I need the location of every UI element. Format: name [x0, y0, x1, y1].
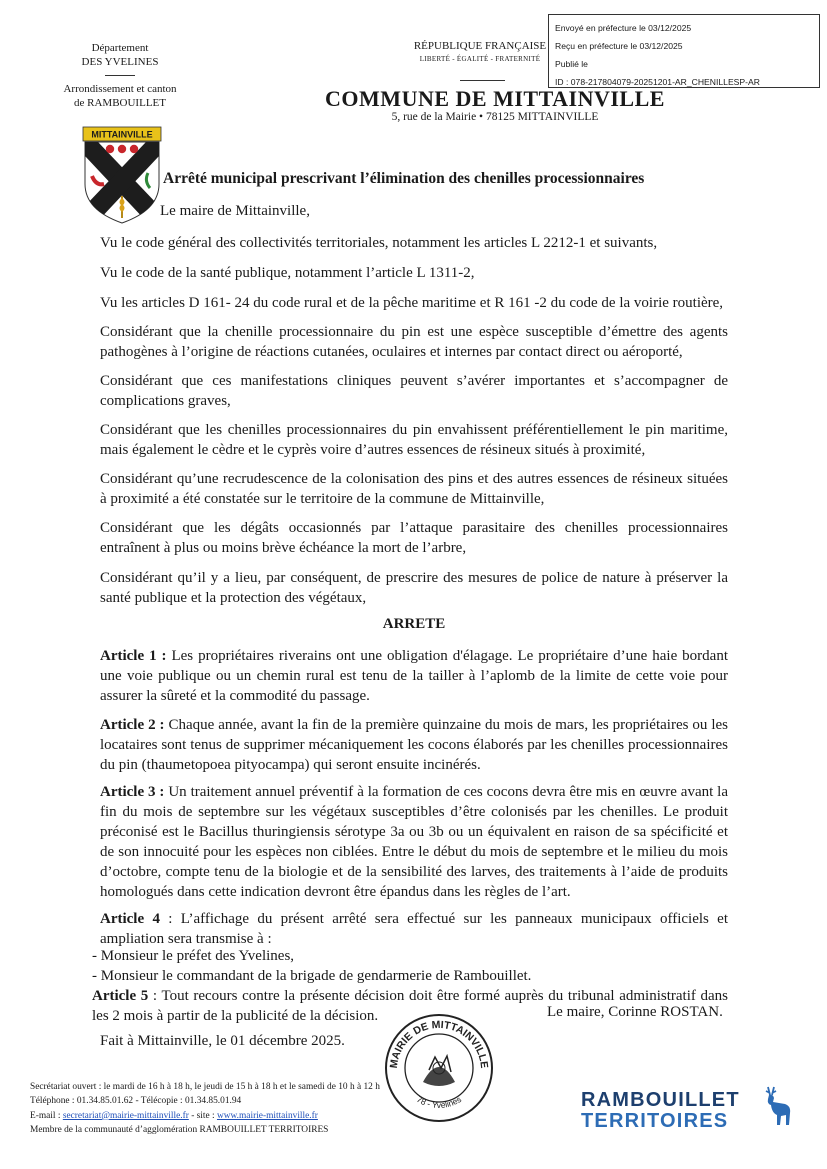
considerant-paragraph: Considérant que la chenille processionnaire du pin est une espèce susceptible d’émettre des agents pathogènes à l’origine de réactions cutanées, oculaires et internes par contact direct ou aéroporté, — [100, 324, 728, 360]
article-text: Chaque année, avant la fin de la première quinzaine du mois de mars, les propriétaires ou les locataires sont tenus de supprimer mécaniquement les cocons élaborés par les chenilles processionnaires du pin (thaumetopoea pityocampa) qui seront ensuite incinérés. — [100, 717, 728, 773]
article-1 — [100, 646, 728, 706]
commune-address: 5, rue de la Mairie • 78125 MITTAINVILLE — [391, 111, 599, 123]
email-label: E-mail : — [30, 1110, 63, 1121]
considerant-paragraph: Considérant qu’une recrudescence de la colonisation des pins et des autres essences de résineux situées à proximité a été constatée sur le territoire de la commune de Mittainville, — [100, 471, 728, 507]
footer-phone: Téléphone : 01.34.85.01.62 - Télécopie : 01.34.85.01.94 — [30, 1096, 242, 1107]
footer-membership: Membre de la communauté d’agglomération RAMBOUILLET TERRITOIRES — [30, 1125, 329, 1136]
article-3 — [100, 782, 728, 902]
department-block — [60, 41, 180, 110]
svg-text:78 - Yvelines — [415, 1094, 463, 1110]
seal-bottom-text: 78 - Yvelines — [414, 1094, 464, 1111]
svg-text:MAIRIE DE MITTAINVILLE — [388, 1019, 490, 1069]
intro: Le maire de Mittainville, — [160, 203, 310, 219]
recipients-list — [92, 946, 732, 986]
visa-paragraph: Vu le code de la santé publique, notamment l’article L 1311-2, — [100, 265, 475, 281]
recipient-item: - Monsieur le commandant de la brigade de gendarmerie de Rambouillet. — [92, 968, 532, 984]
republic-block — [400, 40, 560, 63]
visa-paragraph: Vu le code général des collectivités territoriales, notamment les articles L 2212-1 et suivants, — [100, 235, 658, 251]
divider — [460, 80, 505, 81]
stamp-published: Publié le — [555, 59, 588, 69]
article-2 — [100, 715, 728, 775]
footer-hours: Secrétariat ouvert : le mardi de 16 h à 18 h, le jeudi de 15 h à 18 h et le samedi de 10 h à 12 h — [30, 1082, 380, 1092]
fait-a-line: Fait à Mittainville, le 01 décembre 2025. — [100, 1033, 345, 1049]
website-link[interactable]: www.mairie-mittainville.fr — [216, 1110, 318, 1121]
stamp-sent: Envoyé en préfecture le 03/12/2025 — [555, 23, 692, 33]
mairie-seal — [383, 1012, 495, 1124]
considerant-paragraph: Considérant que ces manifestations cliniques peuvent s’avérer importantes et s’accompagner de complications graves, — [100, 373, 728, 409]
crest-label: MITTAINVILLE — [91, 129, 153, 140]
article-label: Article 1 : — [100, 648, 167, 664]
commune-crest — [82, 126, 162, 224]
footer — [30, 1080, 380, 1138]
commune-title: COMMUNE DE MITTAINVILLE — [325, 86, 665, 111]
crest-shield-icon — [82, 126, 162, 224]
footer-contact — [30, 1109, 380, 1123]
dept-name: DES YVELINES — [81, 56, 159, 68]
stamp-id: ID : 078-217804079-20251201-AR_CHENILLESP-AR — [555, 77, 760, 87]
considerant-paragraph: Considérant que les chenilles processionnaires du pin envahissent préférentiellement le pin maritime, mais également le cèdre et le cyprès voire d’autres essences de résineux situés à proximité, — [100, 422, 728, 458]
signature-line: Le maire, Corinne ROSTAN. — [547, 1004, 723, 1020]
stamp-received: Reçu en préfecture le 03/12/2025 — [555, 41, 683, 51]
recipient-item: - Monsieur le préfet des Yvelines, — [92, 948, 295, 964]
rambouillet-territoires-logo — [581, 1089, 796, 1135]
seal-top-text: MAIRIE DE MITTAINVILLE — [387, 1018, 491, 1070]
republic-motto: LIBERTÉ - ÉGALITÉ - FRATERNITÉ — [419, 55, 541, 63]
article-text: : L’affichage du présent arrêté sera effectué sur les panneaux municipaux officiels et ampliation sera transmise à : — [100, 911, 728, 947]
article-text: Un traitement annuel préventif à la formation de ces cocons devra être mis en œuvre avant la fin du mois de septembre sur les végétaux susceptibles d’être colonisés par les chenilles. Le produit préconisé est le Bacillus thuringiensis sérotype 3a ou 3b ou un équivalent en raison de sa spécificité et de son innocuité pour les espèces non ciblées. Entre le début du mois de septembre et le milieu du mois d’octobre, compte tenu de la biologie et de la sensibilité des larves, des traitements à l’aide de produits homologués dans cette indication devront être épandus dans les règles de l’art. — [100, 784, 728, 900]
arrondissement-name: de RAMBOUILLET — [74, 97, 166, 109]
article-label: Article 3 : — [100, 784, 165, 800]
visa-paragraph: Vu les articles D 161- 24 du code rural et de la pêche maritime et R 161 -2 du code de la voirie routière, — [100, 295, 724, 311]
article-label: Article 5 — [92, 988, 149, 1004]
site-label: - site : — [188, 1110, 217, 1121]
logo-line1: RAMBOUILLET — [581, 1089, 740, 1111]
arrondissement-label: Arrondissement et canton — [63, 83, 177, 95]
prefecture-stamp — [548, 14, 820, 88]
document-title: Arrêté municipal prescrivant l’élimination des chenilles processionnaires — [163, 170, 645, 187]
article-label: Article 4 — [100, 911, 160, 927]
article-label: Article 2 : — [100, 717, 165, 733]
email-link[interactable]: secretariat@mairie-mittainville.fr — [62, 1110, 189, 1121]
article-text: : Tout recours contre la présente décision doit être formé auprès du tribunal administratif dans les 2 mois à partir de la publicité de la décision. — [92, 988, 728, 1024]
seal-stamp-icon — [383, 1012, 495, 1124]
deer-icon — [759, 1085, 795, 1129]
considerant-paragraph: Considérant que les dégâts occasionnés par l’attaque parasitaire des chenilles processionnaires entraînent à plus ou moins brève échéance la mort de l’arbre, — [100, 520, 728, 556]
republic-label: RÉPUBLIQUE FRANÇAISE — [413, 40, 547, 52]
logo-line2: TERRITOIRES — [581, 1110, 729, 1132]
dept-label: Département — [91, 42, 149, 54]
article-4 — [100, 909, 728, 949]
divider — [105, 75, 135, 76]
considerant-paragraph: Considérant qu’il y a lieu, par conséquent, de prescrire des mesures de police de nature à préserver la santé publique et la protection des végétaux, — [100, 570, 728, 606]
arrete-heading: ARRETE — [382, 616, 446, 632]
article-text: Les propriétaires riverains ont une obligation d'élagage. Le propriétaire d’une haie bordant une voie publique ou un chemin rural est tenu de la tailler à l’aplomb de la limite de cette voie pour assurer la sûreté et la commodité du passage. — [100, 648, 728, 704]
